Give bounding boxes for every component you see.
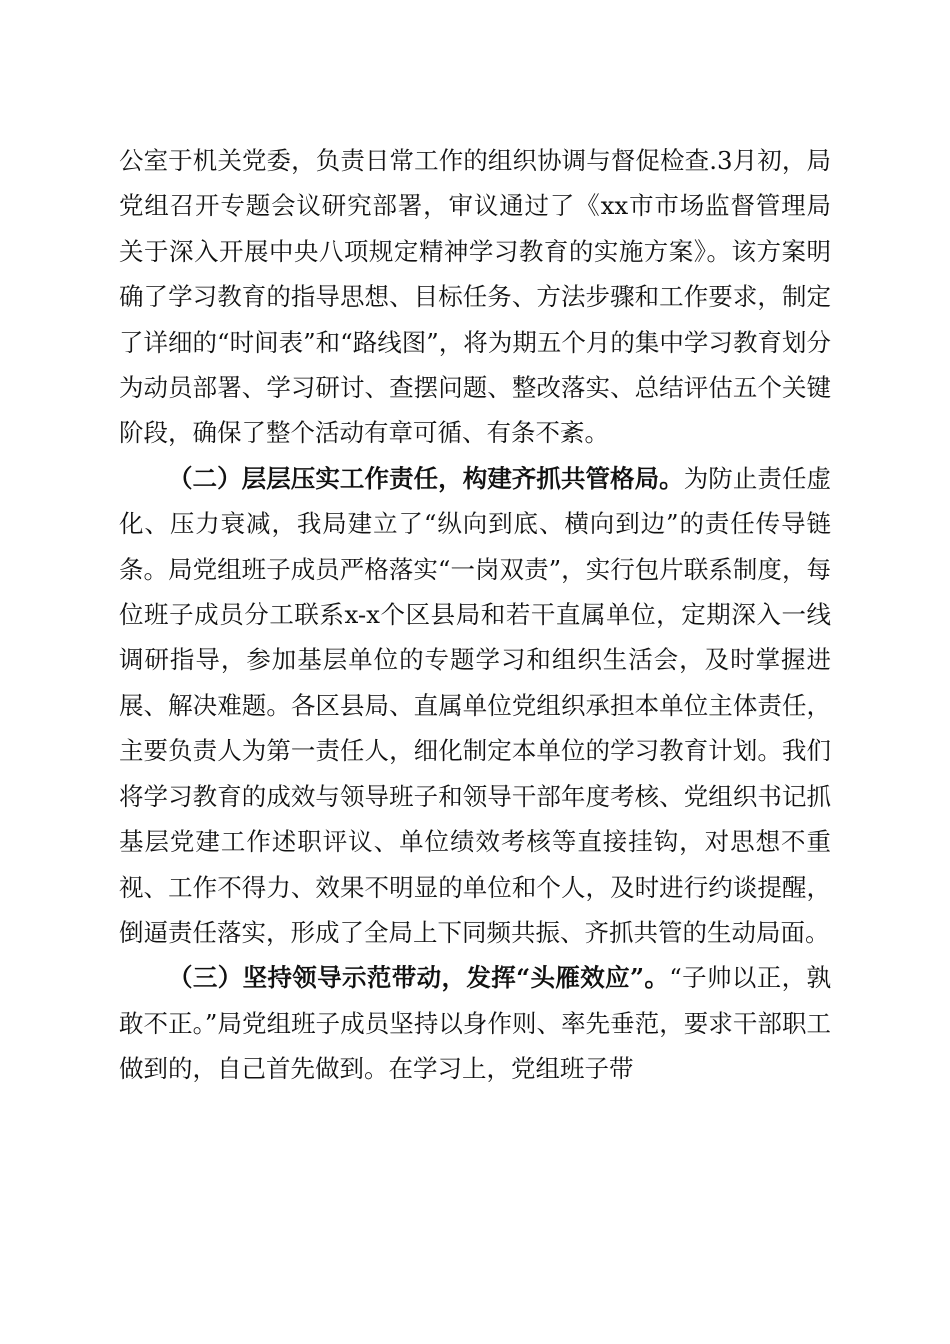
document-body [119,138,831,1092]
paragraph-text: 为防止责任虚化、压力衰减，我局建立了“纵向到底、横向到边”的责任传导链条。局党组班子成员严格落实“一岗双责”，实行包片联系制度，每位班子成员分工联系x-x个区县局和若干直属单位，定期深入一线调研指导，参加基层单位的专题学习和组织生活会，及时掌握进展、解决难题。各区县局、直属单位党组织承担本单位主体责任，主要负责人为第一责任人，细化制定本单位的学习教育计划。我们将学习教育的成效与领导班子和领导干部年度考核、党组织书记抓基层党建工作述职评议、单位绩效考核等直接挂钩，对思想不重视、工作不得力、效果不明显的单位和个人，及时进行约谈提醒，倒逼责任落实，形成了全局上下同频共振、齐抓共管的生动局面。 [119,463,832,947]
section-heading: （三）坚持领导示范带动，发挥“头雁效应”。 [168,963,670,993]
paragraph-text: “子帅以正，孰敢不正。”局党组班子成员坚持以身作则、率先垂范，要求干部职工做到的，自己首先做到。在学习上，党组班子带 [119,963,831,1084]
section-heading: （二）层层压实工作责任，构建齐抓共管格局。 [168,463,684,493]
paragraph-section-2 [119,456,831,955]
paragraph-section-3 [119,955,831,1091]
paragraph-continuation [119,138,831,456]
paragraph-text: 公室于机关党委，负责日常工作的组织协调与督促检查.3月初，局党组召开专题会议研究部署，审议通过了《xx市市场监督管理局关于深入开展中央八项规定精神学习教育的实施方案》。该方案明确了学习教育的指导思想、目标任务、方法步骤和工作要求，制定了详细的“时间表”和“路线图”，将为期五个月的集中学习教育划分为动员部署、学习研讨、查摆问题、整改落实、总结评估五个关键阶段，确保了整个活动有章可循、有条不紊。 [119,146,831,448]
